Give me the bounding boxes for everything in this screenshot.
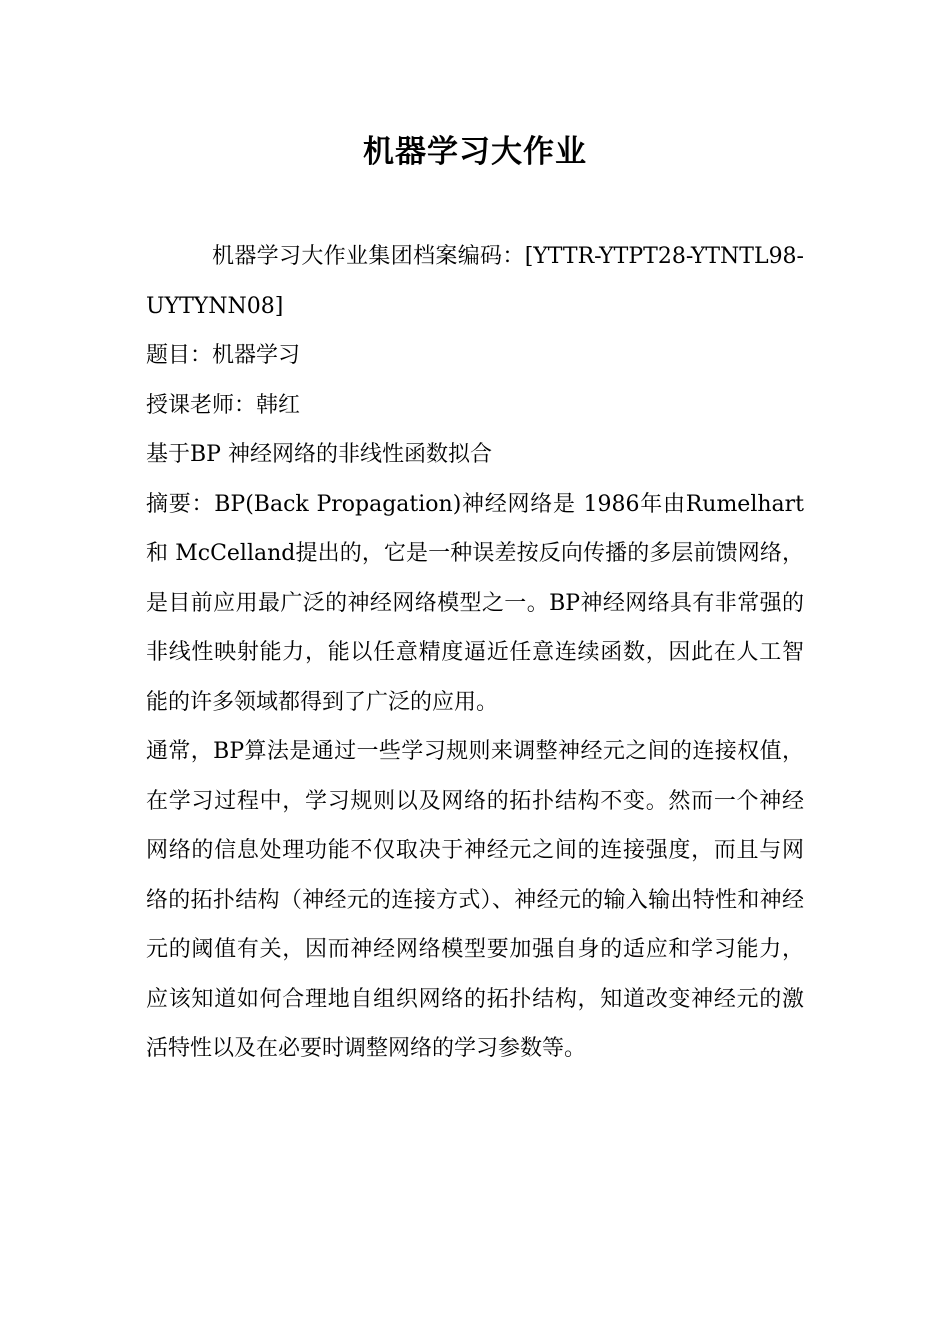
archive-code-paragraph: 机器学习大作业集团档案编码：[YTTR-YTPT28-YTNTL98-UYTYNN08] bbox=[146, 244, 804, 319]
document-title: 机器学习大作业 bbox=[363, 134, 587, 170]
paper-title-line: 基于BP 神经网络的非线性函数拟合 bbox=[146, 442, 492, 467]
subject-line: 题目：机器学习 bbox=[146, 343, 301, 368]
body-paragraph: 通常，BP算法是通过一些学习规则来调整神经元之间的连接权值，在学习过程中，学习规则以及网络的拓扑结构不变。然而一个神经网络的信息处理功能不仅取决于神经元之间的连接强度，而且与网络的拓扑结构（神经元的连接方式）、神经元的输入输出特性和神经元的阈值有关，因而神经网络模型要加强自身的适应和学习能力，应该知道如何合理地自组织网络的拓扑结构，知道改变神经元的激活特性以及在必要时调整网络的学习参数等。 bbox=[146, 739, 804, 1061]
document-body bbox=[146, 232, 804, 1074]
teacher-line: 授课老师：韩红 bbox=[146, 392, 301, 418]
abstract-paragraph: 摘要：BP(Back Propagation)神经网络是 1986年由Rumelhart和 McCelland提出的，它是一种误差按反向传播的多层前馈网络，是目前应用最广泛的神经网络模型之一。BP神经网络具有非常强的非线性映射能力，能以任意精度逼近任意连续函数，因此在人工智能的许多领域都得到了广泛的应用。 bbox=[146, 491, 804, 715]
